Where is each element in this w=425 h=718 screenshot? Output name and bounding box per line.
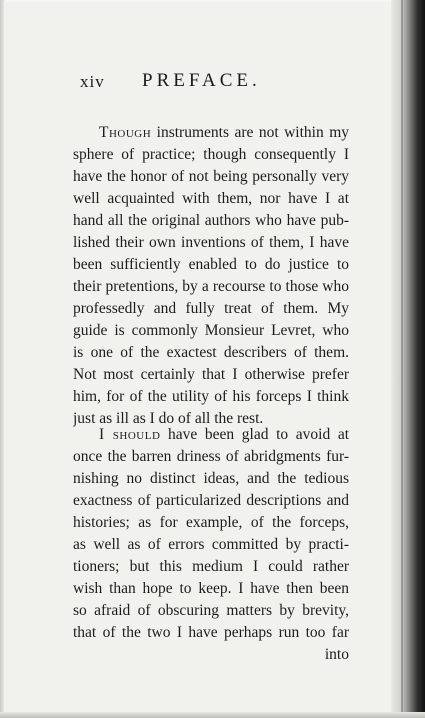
text-line: well acquainted with them, nor have I at — [73, 190, 349, 207]
catchword: into — [324, 646, 349, 663]
text-line: tioners; but this medium I could rather — [73, 558, 349, 575]
paragraph-2-lead-word: I should — [99, 426, 161, 443]
book-gutter-shadow — [391, 0, 425, 718]
text-line: that of the two I have perhaps run too far — [73, 624, 349, 641]
text-line: nishing no distinct ideas, and the tedious — [73, 470, 349, 487]
text-line: as well as of errors committed by practi- — [73, 536, 349, 553]
text-line: sphere of practice; though consequently I — [73, 146, 349, 163]
text-line: been sufficiently enabled to do justice to — [73, 256, 349, 273]
page-bottom-edge — [0, 712, 425, 718]
text-line: just as ill as I do of all the rest. — [73, 410, 264, 427]
text-line: professedly and fully treat of them. My — [73, 300, 349, 317]
text-line: wish than hope to keep. I have then been — [73, 580, 349, 597]
text-line: exactness of particularized descriptions and — [73, 492, 349, 509]
text-line: their pretentions, by a recourse to those who — [73, 278, 349, 295]
text-line: him, for of the utility of his forceps I think — [73, 388, 349, 405]
text-line: is one of the exactest describers of them. — [73, 344, 349, 361]
text-line: lished their own inventions of them, I have — [73, 234, 349, 251]
text-line: Not most certainly that I otherwise prefer — [73, 366, 349, 383]
text-line: so afraid of obscuring matters by brevity, — [73, 602, 349, 619]
text-line: guide is commonly Monsieur Levret, who — [73, 322, 349, 339]
paragraph-1-first-line — [73, 122, 349, 144]
text-line: histories; as for example, of the forceps, — [73, 514, 349, 531]
text-line: have the honor of not being personally very — [73, 168, 349, 185]
page-number: xiv — [80, 72, 105, 91]
running-head: PREFACE. — [142, 70, 261, 91]
text-line: once the barren driness of abridgments fur- — [73, 448, 349, 465]
paragraph-2 — [73, 424, 349, 666]
text-line: hand all the original authors who have pub- — [73, 212, 349, 229]
paragraph-1 — [73, 122, 349, 430]
paragraph-2-first-line-text: have been glad to avoid at — [168, 426, 349, 443]
paragraph-1-first-line-text: instruments are not within my — [156, 124, 349, 141]
paragraph-2-first-line — [73, 424, 349, 446]
paragraph-1-lead-word: Though — [99, 124, 152, 141]
page-header — [80, 70, 350, 92]
